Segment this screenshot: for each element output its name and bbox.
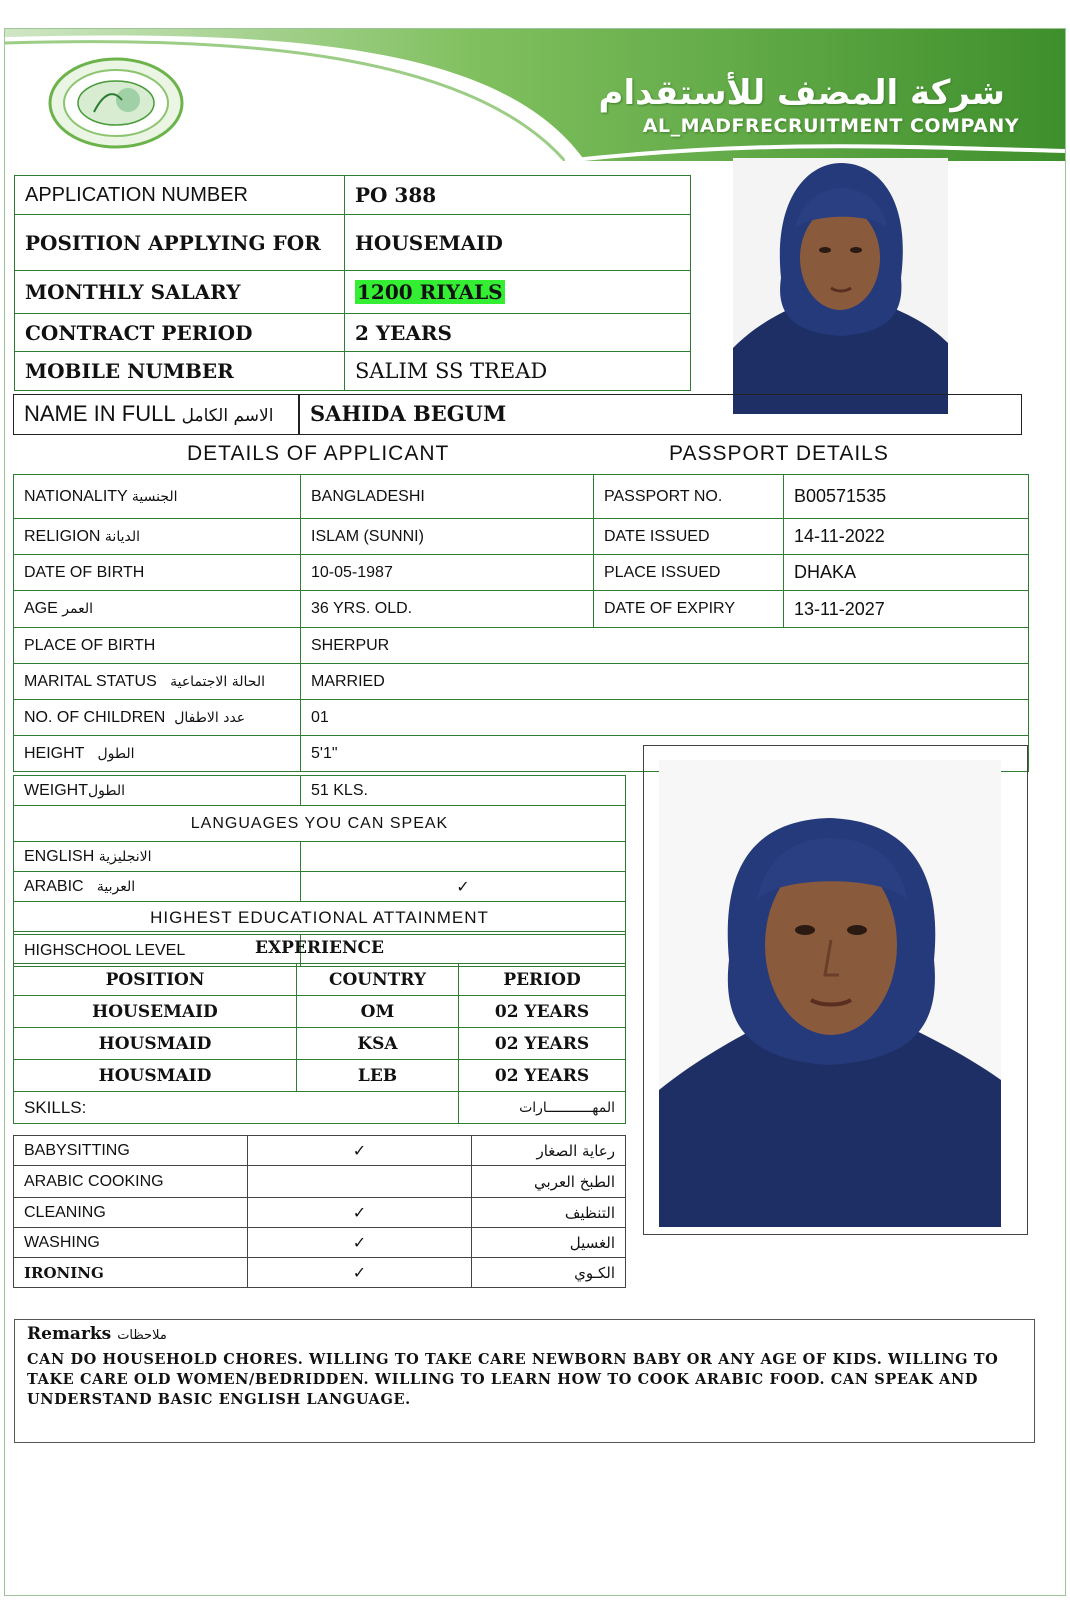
marital-status-value: MARRIED xyxy=(301,664,1029,700)
table-row xyxy=(14,475,1029,519)
height-label xyxy=(14,736,301,772)
table-row xyxy=(14,842,626,872)
table-row xyxy=(15,271,691,314)
height-label-text: HEIGHT xyxy=(24,744,85,762)
full-name-row xyxy=(13,394,1022,435)
skill-label-arabic: الغسيل xyxy=(472,1228,626,1258)
company-name-arabic: شركة المضف للأستقدام xyxy=(598,73,1005,113)
mobile-value: SALIM SS TREAD xyxy=(345,352,691,391)
table-row xyxy=(14,964,626,996)
company-name-english: AL_MADFRECRUITMENT COMPANY xyxy=(642,115,1019,137)
skill-label: WASHING xyxy=(14,1228,248,1258)
application-summary-table xyxy=(14,175,691,391)
check-icon: ✓ xyxy=(248,1136,472,1166)
age-value: 36 YRS. OLD. xyxy=(301,591,594,628)
age-label-arabic: العمر xyxy=(62,601,93,617)
religion-label-arabic: الديانة xyxy=(104,528,140,545)
experience-country: LEB xyxy=(297,1060,459,1092)
table-row xyxy=(14,806,626,842)
check-icon: ✓ xyxy=(248,1198,472,1228)
full-name-label-arabic: الاسم الكامل xyxy=(181,406,274,426)
position-value: HOUSEMAID xyxy=(345,215,691,271)
table-row xyxy=(14,591,1029,628)
religion-value: ISLAM (SUNNI) xyxy=(301,519,594,555)
english-label-arabic: الانجليزية xyxy=(98,848,152,865)
full-name-value: SAHIDA BEGUM xyxy=(310,401,507,426)
remarks-title-arabic: ملاحظات xyxy=(117,1328,167,1343)
experience-position: HOUSEMAID xyxy=(14,996,297,1028)
contract-label: CONTRACT PERIOD xyxy=(15,314,345,352)
experience-period: 02 YEARS xyxy=(459,1028,626,1060)
experience-header-period: PERIOD xyxy=(459,964,626,996)
experience-table xyxy=(13,931,626,1124)
height-label-arabic: الطول xyxy=(97,745,135,762)
nationality-label-text: NATIONALITY xyxy=(24,487,128,505)
languages-title: LANGUAGES YOU CAN SPEAK xyxy=(14,806,626,842)
skill-label: CLEANING xyxy=(14,1198,248,1228)
experience-position: HOUSMAID xyxy=(14,1028,297,1060)
experience-period: 02 YEARS xyxy=(459,1060,626,1092)
table-row xyxy=(15,176,691,215)
contract-value: 2 YEARS xyxy=(345,314,691,352)
details-of-applicant-title: DETAILS OF APPLICANT xyxy=(187,442,450,465)
skill-label-arabic: رعاية الصغار xyxy=(472,1136,626,1166)
table-row xyxy=(14,1060,626,1092)
remarks-box xyxy=(14,1319,1035,1443)
table-row xyxy=(14,700,1029,736)
remarks-title: Remarks xyxy=(27,1324,112,1344)
table-row xyxy=(15,215,691,271)
place-of-birth-label: PLACE OF BIRTH xyxy=(14,628,301,664)
weight-label xyxy=(14,776,301,806)
experience-country: KSA xyxy=(297,1028,459,1060)
marital-status-label-arabic: الحالة الاجتماعية xyxy=(170,673,265,690)
skill-label-arabic: التنظيف xyxy=(472,1198,626,1228)
table-row xyxy=(14,1136,626,1166)
skill-label-arabic: الكـوي xyxy=(472,1258,626,1288)
height-value: 5'1" xyxy=(301,736,1029,772)
skills-table xyxy=(13,1135,626,1288)
table-row xyxy=(14,1228,626,1258)
dob-value: 10-05-1987 xyxy=(301,555,594,591)
table-row xyxy=(14,1198,626,1228)
date-issued-value: 14-11-2022 xyxy=(784,519,1029,555)
skills-label-arabic: المهـــــــــــارات xyxy=(459,1092,626,1124)
remarks-title-wrap xyxy=(27,1324,1022,1344)
table-row xyxy=(14,872,626,902)
table-row xyxy=(14,902,626,935)
children-value: 01 xyxy=(301,700,1029,736)
table-row xyxy=(15,352,691,391)
salary-value: 1200 RIYALS xyxy=(357,280,503,304)
applicant-photo-small xyxy=(733,158,948,414)
table-row xyxy=(14,628,1029,664)
skills-label: SKILLS: xyxy=(14,1092,459,1124)
nationality-label xyxy=(14,475,301,519)
arabic-label xyxy=(14,872,301,902)
place-issued-value: DHAKA xyxy=(784,555,1029,591)
salary-label: MONTHLY SALARY xyxy=(15,271,345,314)
application-number-label: APPLICATION NUMBER xyxy=(15,176,345,215)
salary-cell xyxy=(345,271,691,314)
age-label xyxy=(14,591,301,628)
table-row xyxy=(14,1166,626,1198)
arabic-label-text: ARABIC xyxy=(24,877,84,895)
skill-mark xyxy=(248,1166,472,1198)
religion-label-text: RELIGION xyxy=(24,527,101,545)
table-row xyxy=(14,776,626,806)
dob-label: DATE OF BIRTH xyxy=(14,555,301,591)
weight-label-arabic: الطول xyxy=(88,782,126,799)
children-label-arabic: عدد الاطفال xyxy=(174,709,246,726)
experience-country: OM xyxy=(297,996,459,1028)
passport-no-label: PASSPORT NO. xyxy=(594,475,784,519)
passport-no-value: B00571535 xyxy=(784,475,1029,519)
english-label-text: ENGLISH xyxy=(24,847,95,865)
divider xyxy=(298,395,300,434)
table-row xyxy=(14,1092,626,1124)
education-value: HIGHSCHOOL LEVEL xyxy=(14,935,301,967)
remarks-text: CAN DO HOUSEHOLD CHORES. WILLING TO TAKE CARE NEWBORN BABY OR ANY AGE OF KIDS. WILLING TO TAKE CARE OLD WOMEN/BEDRIDDEN. WILLING TO LEARN HOW TO COOK ARABIC FOOD. CAN SPEAK AND UNDERSTAND BASIC ENGLISH LANGUAGE. xyxy=(27,1351,999,1408)
full-name-label-wrap xyxy=(24,401,273,427)
education-title: HIGHEST EDUCATIONAL ATTAINMENT xyxy=(14,902,626,935)
portrait-icon xyxy=(733,158,948,414)
table-row xyxy=(14,1028,626,1060)
applicant-details-table xyxy=(13,474,1029,772)
place-issued-label: PLACE ISSUED xyxy=(594,555,784,591)
religion-label xyxy=(14,519,301,555)
mobile-label: MOBILE NUMBER xyxy=(15,352,345,391)
children-label-text: NO. OF CHILDREN xyxy=(24,708,166,726)
experience-period: 02 YEARS xyxy=(459,996,626,1028)
experience-title: EXPERIENCE xyxy=(14,932,626,964)
table-row xyxy=(14,664,1029,700)
nationality-value: BANGLADESHI xyxy=(301,475,594,519)
table-row xyxy=(14,519,1029,555)
marital-status-label xyxy=(14,664,301,700)
check-icon: ✓ xyxy=(248,1258,472,1288)
date-expiry-value: 13-11-2027 xyxy=(784,591,1029,628)
application-number-value: PO 388 xyxy=(345,176,691,215)
children-label xyxy=(14,700,301,736)
weight-value: 51 KLS. xyxy=(301,776,626,806)
full-name-label: NAME IN FULL xyxy=(24,401,176,426)
age-label-text: AGE xyxy=(24,600,58,617)
skill-label-arabic: الطبخ العربي xyxy=(472,1166,626,1198)
place-of-birth-value: SHERPUR xyxy=(301,628,1029,664)
arabic-label-arabic: العربية xyxy=(96,878,136,895)
nationality-label-arabic: الجنسية xyxy=(131,488,178,505)
table-row xyxy=(14,1258,626,1288)
position-label: POSITION APPLYING FOR xyxy=(15,215,345,271)
passport-details-title: PASSPORT DETAILS xyxy=(669,442,889,465)
table-row xyxy=(14,996,626,1028)
experience-header-position: POSITION xyxy=(14,964,297,996)
date-expiry-label: DATE OF EXPIRY xyxy=(594,591,784,628)
skill-label: ARABIC COOKING xyxy=(14,1166,248,1198)
skill-label: IRONING xyxy=(14,1258,248,1288)
table-row xyxy=(14,555,1029,591)
portrait-icon xyxy=(659,760,1001,1227)
company-logo-icon xyxy=(48,56,188,150)
english-label xyxy=(14,842,301,872)
check-icon: ✓ xyxy=(248,1228,472,1258)
experience-header-country: COUNTRY xyxy=(297,964,459,996)
table-row xyxy=(15,314,691,352)
arabic-check-icon: ✓ xyxy=(301,872,626,902)
table-row xyxy=(14,932,626,964)
english-mark xyxy=(301,842,626,872)
marital-status-label-text: MARITAL STATUS xyxy=(24,672,157,690)
weight-label-text: WEIGHT xyxy=(24,781,88,799)
applicant-photo-large xyxy=(659,760,1001,1227)
date-issued-label: DATE ISSUED xyxy=(594,519,784,555)
experience-position: HOUSMAID xyxy=(14,1060,297,1092)
skill-label: BABYSITTING xyxy=(14,1136,248,1166)
